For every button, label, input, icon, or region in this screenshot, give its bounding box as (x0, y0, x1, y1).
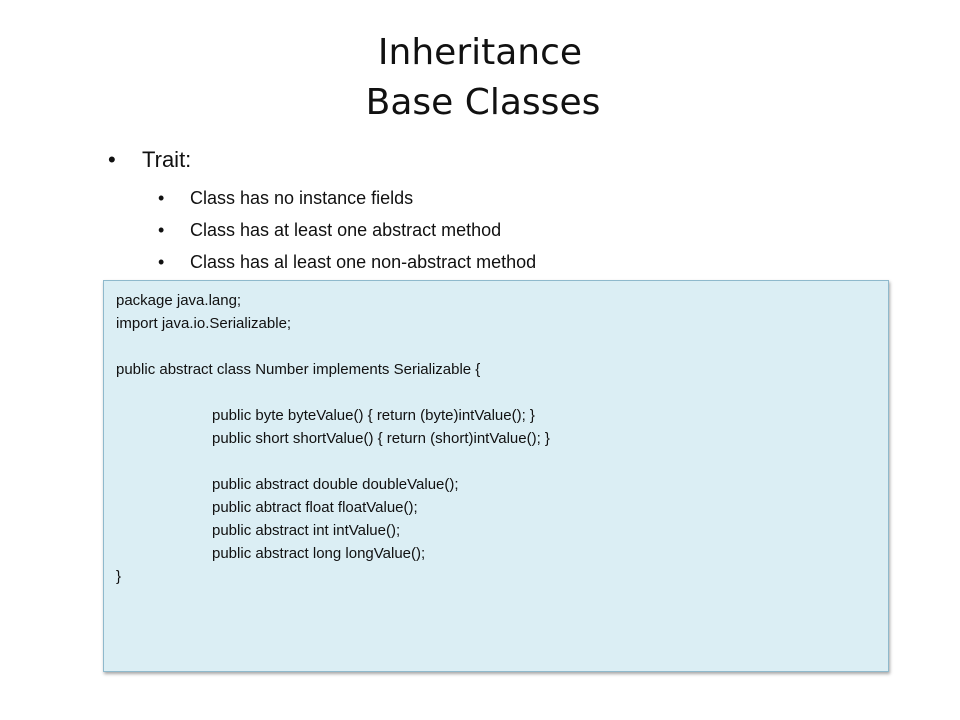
code-line-9: public abstract double doubleValue(); (212, 476, 459, 493)
title-line-1: Inheritance (377, 32, 583, 73)
code-line-13: } (116, 568, 122, 585)
slide-title (0, 28, 960, 128)
bullet-list (108, 144, 908, 278)
code-line-1: package java.lang; (116, 292, 242, 309)
bullet-trait-label: Trait: (142, 147, 192, 172)
code-box (103, 280, 889, 672)
code-line-4: public abstract class Number implements Serializable { (116, 361, 481, 378)
sub-bullet-2 (108, 214, 908, 246)
code-line-7: public short shortValue() { return (short)intValue(); } (212, 430, 550, 447)
code-line-6: public byte byteValue() { return (byte)intValue(); } (212, 407, 535, 424)
sub-bullet-1 (108, 182, 908, 214)
sub-bullet-3-text: Class has al least one non-abstract method (190, 252, 537, 272)
sub-bullet-2-text: Class has at least one abstract method (190, 220, 502, 240)
code-line-2: import java.io.Serializable; (116, 315, 292, 332)
code-line-12: public abstract long longValue(); (212, 545, 426, 562)
bullet-trait (108, 144, 908, 176)
sub-bullet-3 (108, 246, 908, 278)
title-line-2: Base Classes (365, 82, 601, 123)
code-line-11: public abstract int intValue(); (212, 522, 401, 539)
code-line-5 (116, 381, 876, 404)
code-line-10: public abtract float floatValue(); (212, 499, 418, 516)
code-line-3 (116, 335, 876, 358)
code-line-8 (116, 450, 876, 473)
sub-bullet-1-text: Class has no instance fields (190, 188, 414, 208)
